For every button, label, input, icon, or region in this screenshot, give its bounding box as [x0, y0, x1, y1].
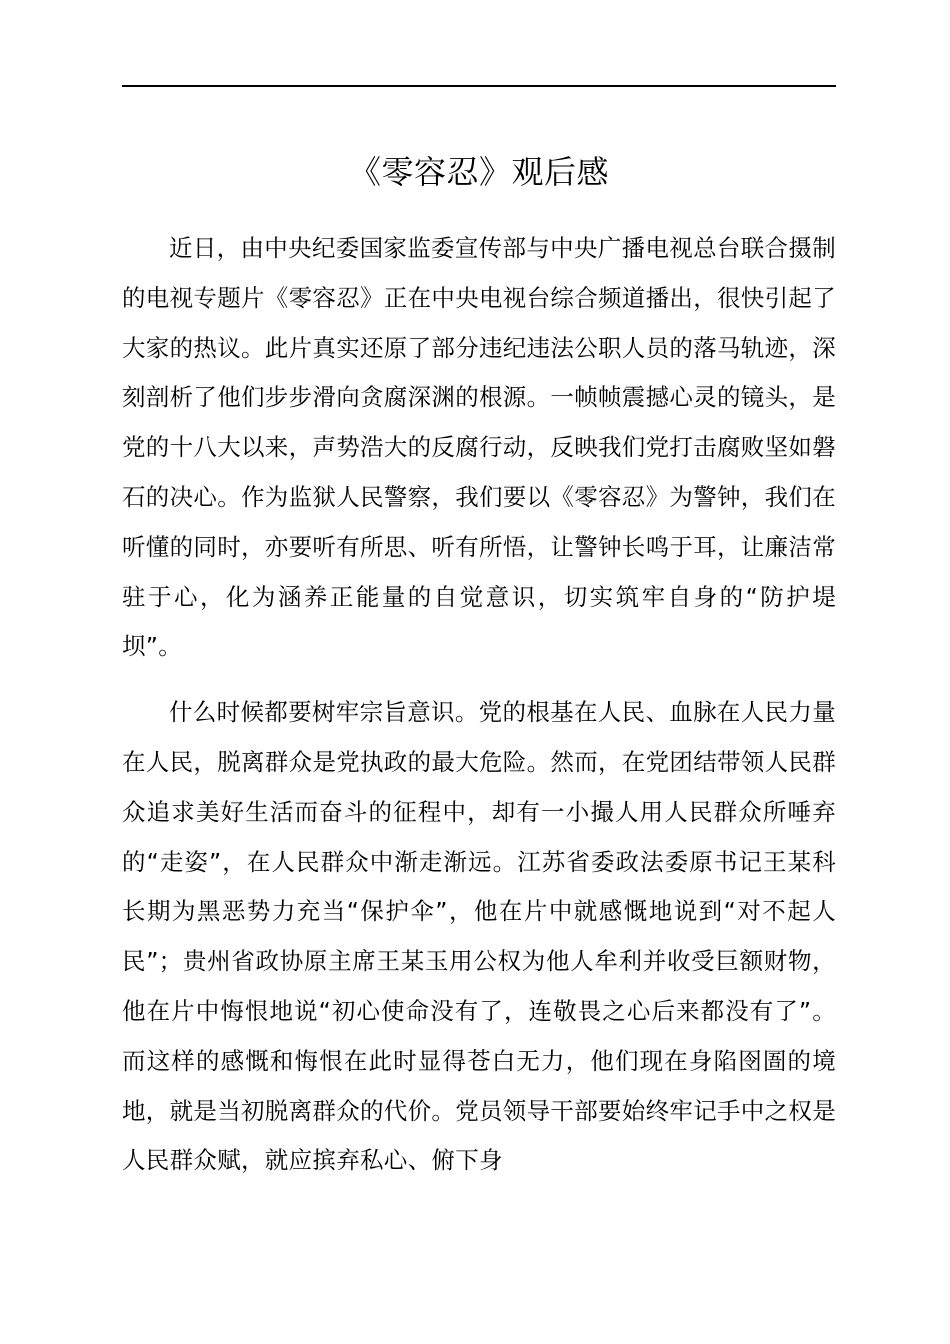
- body-paragraph: 近日，由中央纪委国家监委宣传部与中央广播电视总台联合摄制的电视专题片《零容忍》正在中央电视台综合频道播出，很快引起了大家的热议。此片真实还原了部分违纪违法公职人员的落马轨迹，深刻剖析了他们步步滑向贪腐深渊的根源。一帧帧震撼心灵的镜头，是党的十八大以来，声势浩大的反腐行动，反映我们党打击腐败坚如磐石的决心。作为监狱人民警察，我们要以《零容忍》为警钟，我们在听懂的同时，亦要听有所思、听有所悟，让警钟长鸣于耳，让廉洁常驻于心，化为涵养正能量的自觉意识，切实筑牢自身的“防护堤坝”。: [122, 234, 836, 661]
- document-title: 《零容忍》观后感: [348, 153, 609, 191]
- document-body: [122, 224, 836, 1186]
- body-paragraph: 什么时候都要树牢宗旨意识。党的根基在人民、血脉在人民力量在人民，脱离群众是党执政的最大危险。然而，在党团结带领人民群众追求美好生活而奋斗的征程中，却有一小撮人用人民群众所唾弃的“走姿”，在人民群众中渐走渐远。江苏省委政法委原书记王某科长期为黑恶势力充当“保护伞”，他在片中就感慨地说到“对不起人民”；贵州省政协原主席王某玉用公权为他人牟利并收受巨额财物，他在片中悔恨地说“初心使命没有了，连敬畏之心后来都没有了”。而这样的感慨和悔恨在此时显得苍白无力，他们现在身陷囹圄的境地，就是当初脱离群众的代价。党员领导干部要始终牢记手中之权是人民群众赋，就应摈弃私心、俯下身: [122, 698, 836, 1175]
- header-rule: [122, 85, 836, 87]
